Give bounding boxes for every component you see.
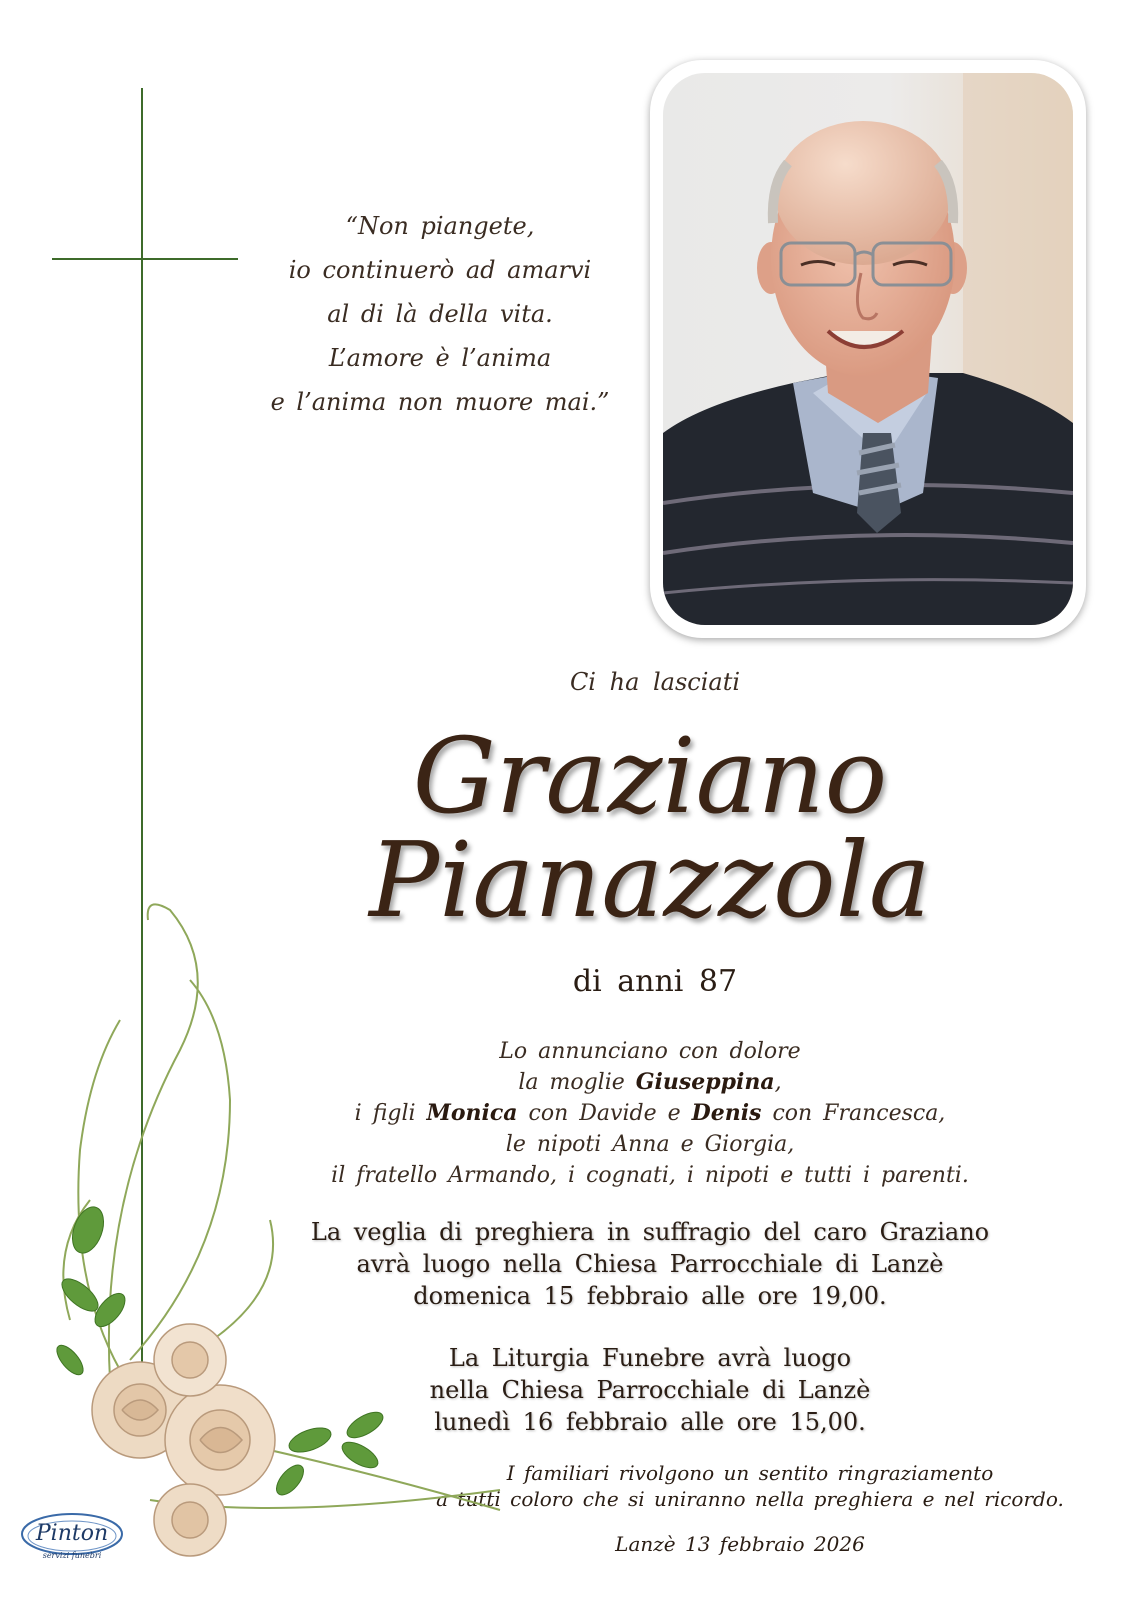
announce-line: Lo annunciano con dolore: [499, 1039, 801, 1064]
announce-line: il fratello Armando, i cognati, i nipoti e tutti i parenti.: [331, 1163, 969, 1188]
announce-line: le nipoti Anna e Giorgia,: [505, 1132, 795, 1157]
logo-brand: Pinton: [35, 1521, 109, 1546]
quote-line: “Non piangete,: [345, 212, 535, 240]
quote-line: L’amore è l’anima: [328, 344, 552, 372]
child-name: Denis: [691, 1100, 762, 1126]
announce-line: la moglie Giuseppina,: [518, 1069, 782, 1095]
deceased-first-name: Graziano: [412, 715, 888, 837]
memorial-quote: [240, 204, 640, 424]
quote-line: e l’anima non muore mai.”: [270, 388, 610, 416]
quote-line: io continuerò ad amarvi: [288, 256, 592, 284]
place-date: Lanzè 13 febbraio 2026: [615, 1532, 865, 1556]
announce-line: i figli Monica con Davide e Denis con Francesca,: [354, 1100, 946, 1126]
age-text: di anni 87: [572, 964, 738, 999]
thanks-line: I familiari rivolgono un sentito ringraziamento: [506, 1461, 994, 1485]
wife-name: Giuseppina: [635, 1069, 775, 1095]
vigil-line: avrà luogo nella Chiesa Parrocchiale di Lanzè: [356, 1250, 944, 1278]
portrait-photo: [663, 73, 1073, 625]
funeral-home-logo: [18, 1508, 126, 1566]
vigil-line: domenica 15 febbraio alle ore 19,00.: [413, 1282, 887, 1310]
vigil-line: La veglia di preghiera in suffragio del caro Graziano: [310, 1218, 990, 1246]
liturgy-line: nella Chiesa Parrocchiale di Lanzè: [429, 1376, 871, 1404]
liturgy-line: La Liturgia Funebre avrà luogo: [448, 1344, 852, 1372]
quote-line: al di là della vita.: [327, 300, 553, 328]
child-name: Monica: [426, 1100, 518, 1126]
liturgy-line: lunedì 16 febbraio alle ore 15,00.: [434, 1408, 866, 1436]
deceased-last-name: Pianazzola: [369, 819, 931, 941]
cross-horizontal-bar: [52, 258, 238, 260]
intro-text: Ci ha lasciati: [569, 668, 741, 696]
thanks-line: a tutti coloro che si uniranno nella preghiera e nel ricordo.: [436, 1487, 1064, 1511]
roses-decoration: [30, 900, 560, 1590]
logo-tagline: servizi funebri: [42, 1551, 102, 1560]
